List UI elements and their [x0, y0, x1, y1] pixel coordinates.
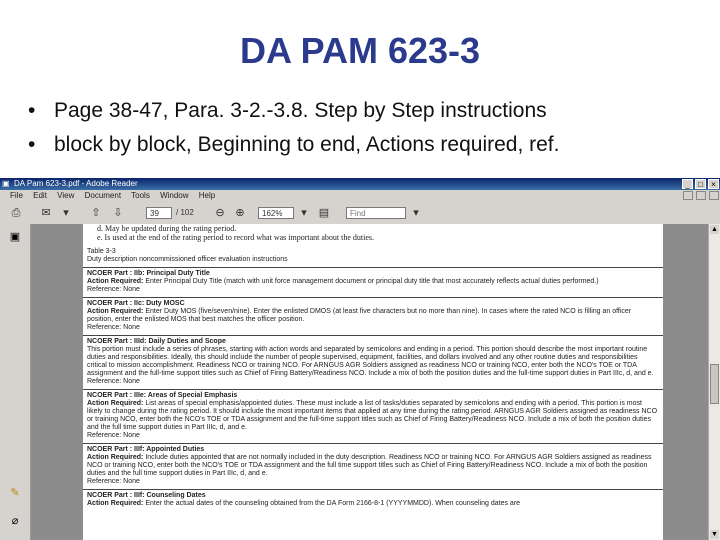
doc-close-button[interactable] — [709, 191, 719, 200]
slide-title: DA PAM 623-3 — [239, 30, 481, 71]
menu-window[interactable]: Window — [160, 191, 189, 200]
action-label: Action Required: — [87, 278, 144, 285]
table-block — [83, 392, 663, 440]
close-button[interactable]: × — [708, 179, 719, 189]
doc-line: d. May be updated during the rating period. — [97, 224, 237, 233]
action-label: Action Required: — [87, 454, 144, 461]
navigation-pane — [0, 224, 31, 540]
page-total: / 102 — [176, 208, 194, 217]
block-reference: Reference: None — [87, 324, 140, 331]
zoom-in-icon[interactable]: ⊕ — [235, 207, 245, 219]
block-reference: Reference: None — [87, 378, 140, 385]
block-action: Include duties appointed that are not normally included in the duty description. Readiness NCO or training NCO. For ARNGUS AGR Soldiers assigned as readiness NCO or training NCO, enter both the NCO's TOE or TDA assignment and the full time support titles such as Chief of Firing Battery/Readiness NCO. Include a mix of both the position duties and the full time support duties in Part IIIc, d, and e. — [87, 454, 652, 477]
block-part: NCOER Part : IIId: Daily Duties and Scope — [87, 338, 226, 345]
print-icon[interactable]: ⎙ — [11, 207, 21, 219]
block-reference: Reference: None — [87, 432, 140, 439]
block-part: NCOER Part : IIc: Duty MOSC — [87, 300, 185, 307]
zoom-field[interactable]: 162% — [258, 207, 294, 219]
block-part: NCOER Part : IIIf: Appointed Duties — [87, 446, 205, 453]
scroll-down-icon[interactable]: ▼ — [711, 531, 718, 538]
bullet-item: • block by block, Beginning to end, Actions required, ref. — [28, 133, 560, 156]
vertical-scrollbar[interactable] — [708, 224, 720, 540]
menu-help[interactable]: Help — [198, 191, 216, 200]
find-input[interactable]: Find — [346, 207, 406, 219]
scroll-up-icon[interactable]: ▲ — [711, 226, 718, 233]
table-subtitle: Duty description noncommissioned officer evaluation instructions — [87, 256, 288, 263]
pdf-reader-window — [0, 178, 720, 540]
next-page-icon[interactable]: ⇩ — [113, 207, 123, 219]
block-action: Enter Principal Duty Title (match with unit force management document or principal duty title that most accurately reflects actual duties performed.) — [145, 278, 599, 285]
block-reference: Reference: None — [87, 478, 140, 485]
page-view-icon[interactable]: ▤ — [318, 207, 330, 219]
toolbar — [0, 202, 720, 225]
bullet-text: Page 38-47, Para. 3-2.-3.8. Step by Step instructions — [54, 99, 547, 122]
doc-minimize-button[interactable] — [683, 191, 693, 200]
menu-view[interactable]: View — [57, 191, 75, 200]
action-label: Action Required: — [87, 308, 144, 315]
minimize-button[interactable]: _ — [682, 179, 693, 189]
zoom-out-icon[interactable]: ⊖ — [215, 207, 225, 219]
block-part: NCOER Part : IIIe: Areas of Special Emphasis — [87, 392, 238, 399]
doc-line: e. Is used at the end of the rating period to record what was important about the duties. — [97, 233, 375, 242]
block-action: Enter Duty MOS (five/seven/nine). Enter the enlisted DMOS (at least five characters but no more than nine). In cases where the rated NCO is filling an officer position, enter the enlisted MOS that best matches the officer position. — [87, 308, 632, 323]
table-block — [83, 300, 663, 332]
menu-document[interactable]: Document — [84, 191, 122, 200]
chevron-down-icon[interactable]: ▾ — [413, 207, 419, 219]
chevron-down-icon[interactable]: ▾ — [301, 207, 307, 219]
previous-page-icon[interactable]: ⇧ — [91, 207, 101, 219]
pdf-page — [83, 224, 663, 540]
document-area[interactable] — [31, 224, 709, 540]
page-number-input[interactable]: 39 — [146, 207, 172, 219]
share-icon[interactable]: ✉ — [41, 207, 51, 219]
table-title: Table 3-3 — [87, 248, 116, 255]
comments-icon[interactable]: ✎ — [10, 487, 20, 499]
menu-bar — [0, 190, 720, 202]
window-titlebar — [0, 178, 720, 190]
menu-edit[interactable]: Edit — [33, 191, 47, 200]
chevron-down-icon[interactable]: ▾ — [63, 207, 69, 219]
action-label: Action Required: — [87, 400, 144, 407]
block-part: NCOER Part : IIIf: Counseling Dates — [87, 492, 206, 499]
attachments-icon[interactable]: ⌀ — [11, 515, 19, 527]
block-action: This portion must include a series of phrases, starting with action words and separated by semicolons and ending in a period. This portion should describe the most important routine duties and responsibilities. Ideally, this should include the number of people supervised, equipment, facilities, and dollars involved and any other routine duties and responsibilities critical to mission accomplishment. Readiness NCO or training NCO. For ARNGUS AGR Soldiers assigned as readiness NCO or training NCO, enter both the NCO's TOE or TDA assignment and the full-time support titles such as Chief of Firing Battery/Readiness NCO. Include a mix of both the position duties and the full-time support duties in Part IIIc, d, and e. — [87, 346, 654, 377]
table-block — [83, 446, 663, 486]
window-title: DA Pam 623-3.pdf - Adobe Reader — [14, 179, 138, 188]
block-part: NCOER Part : IIb: Principal Duty Title — [87, 270, 210, 277]
block-action: List areas of special emphasis/appointed duties. These must include a list of tasks/duties separated by semicolons and ending with a period. This portion is most likely to change during the rating period. It should include the most important items that applied at any time during the rating period. ARNGUS AGR Soldiers assigned as readiness NCO or training NCO, enter both the NCO's TOE or TDA assignment and the full-time support titles such as Chief of Firing Battery/Readiness NCO. Include a mix of both the position duties and the full time support duties in Part IIIc, d, and e. — [87, 400, 658, 431]
maximize-button[interactable]: □ — [695, 179, 706, 189]
block-reference: Reference: None — [87, 286, 140, 293]
app-icon: ▣ — [2, 179, 10, 188]
table-block — [83, 492, 663, 508]
doc-restore-button[interactable] — [696, 191, 706, 200]
scroll-thumb[interactable] — [710, 364, 719, 404]
table-block — [83, 338, 663, 386]
action-label: Action Required: — [87, 500, 144, 507]
bullet-list — [28, 94, 559, 162]
menu-tools[interactable]: Tools — [131, 191, 150, 200]
menu-file[interactable]: File — [10, 191, 23, 200]
bullet-text: block by block, Beginning to end, Actions required, ref. — [54, 133, 560, 156]
block-action: Enter the actual dates of the counseling obtained from the DA Form 2166-8-1 (YYYYMMDD). When counseling dates are — [145, 500, 521, 507]
pages-panel-icon[interactable]: ▣ — [9, 231, 21, 243]
bullet-item: • Page 38-47, Para. 3-2.-3.8. Step by Step instructions — [28, 99, 547, 122]
table-block — [83, 270, 663, 294]
